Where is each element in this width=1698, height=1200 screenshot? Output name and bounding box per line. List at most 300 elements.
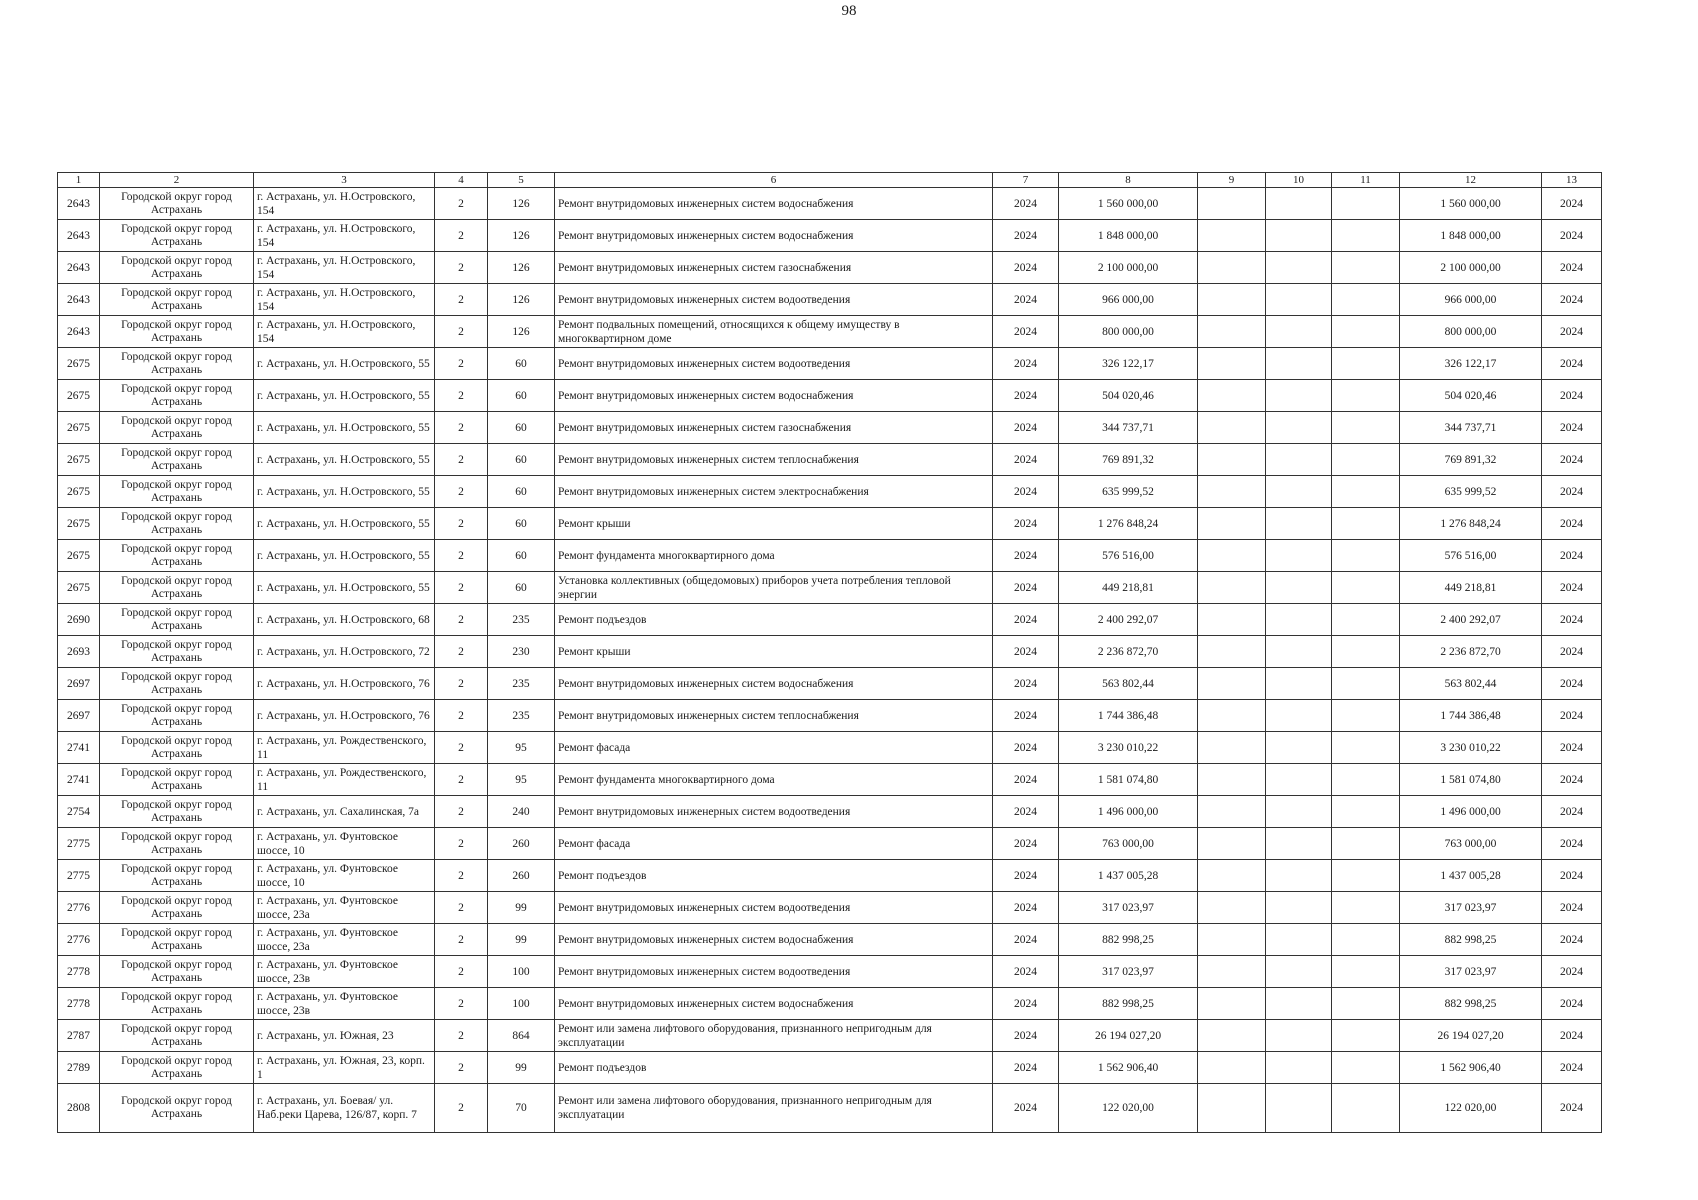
cell-year: 2024	[993, 572, 1059, 604]
cell-col11	[1332, 284, 1400, 316]
cell-row-id: 2675	[58, 444, 100, 476]
cell-total: 317 023,97	[1400, 892, 1542, 924]
cell-address: г. Астрахань, ул. Фунтовское шоссе, 23в	[254, 956, 435, 988]
cell-amount: 1 744 386,48	[1059, 700, 1198, 732]
cell-municipality: Городской округ город Астрахань	[100, 796, 254, 828]
cell-municipality: Городской округ город Астрахань	[100, 892, 254, 924]
cell-col5: 70	[488, 1084, 555, 1133]
cell-col9	[1198, 476, 1266, 508]
cell-work-type: Ремонт крыши	[555, 636, 993, 668]
cell-row-id: 2675	[58, 412, 100, 444]
cell-municipality: Городской округ город Астрахань	[100, 572, 254, 604]
cell-col5: 99	[488, 892, 555, 924]
column-header: 6	[555, 173, 993, 188]
cell-col11	[1332, 828, 1400, 860]
cell-col5: 235	[488, 700, 555, 732]
cell-work-type: Ремонт внутридомовых инженерных систем водоотведения	[555, 796, 993, 828]
table-row	[58, 700, 1602, 732]
cell-col10	[1266, 796, 1332, 828]
cell-end-year: 2024	[1542, 476, 1602, 508]
cell-col5: 60	[488, 572, 555, 604]
table-row	[58, 1052, 1602, 1084]
cell-total: 576 516,00	[1400, 540, 1542, 572]
column-header: 13	[1542, 173, 1602, 188]
cell-col10	[1266, 540, 1332, 572]
cell-address: г. Астрахань, ул. Н.Островского, 55	[254, 412, 435, 444]
table-row	[58, 380, 1602, 412]
cell-col4: 2	[435, 380, 488, 412]
table-row	[58, 668, 1602, 700]
cell-address: г. Астрахань, ул. Фунтовское шоссе, 10	[254, 828, 435, 860]
cell-year: 2024	[993, 476, 1059, 508]
cell-work-type: Ремонт внутридомовых инженерных систем газоснабжения	[555, 252, 993, 284]
cell-work-type: Ремонт внутридомовых инженерных систем газоснабжения	[555, 412, 993, 444]
cell-col10	[1266, 220, 1332, 252]
cell-row-id: 2741	[58, 732, 100, 764]
cell-row-id: 2675	[58, 476, 100, 508]
cell-col11	[1332, 316, 1400, 348]
cell-row-id: 2775	[58, 860, 100, 892]
cell-col11	[1332, 668, 1400, 700]
cell-row-id: 2697	[58, 700, 100, 732]
cell-col5: 60	[488, 380, 555, 412]
cell-year: 2024	[993, 1020, 1059, 1052]
cell-col11	[1332, 1052, 1400, 1084]
cell-work-type: Ремонт внутридомовых инженерных систем водоснабжения	[555, 380, 993, 412]
column-header: 10	[1266, 173, 1332, 188]
cell-address: г. Астрахань, ул. Н.Островского, 68	[254, 604, 435, 636]
cell-col11	[1332, 188, 1400, 220]
table-row	[58, 220, 1602, 252]
cell-row-id: 2675	[58, 508, 100, 540]
cell-row-id: 2675	[58, 572, 100, 604]
cell-total: 966 000,00	[1400, 284, 1542, 316]
cell-address: г. Астрахань, ул. Н.Островского, 55	[254, 572, 435, 604]
cell-amount: 800 000,00	[1059, 316, 1198, 348]
cell-amount: 122 020,00	[1059, 1084, 1198, 1133]
cell-col10	[1266, 700, 1332, 732]
cell-col5: 60	[488, 412, 555, 444]
cell-total: 3 230 010,22	[1400, 732, 1542, 764]
cell-col9	[1198, 796, 1266, 828]
table-row	[58, 924, 1602, 956]
cell-col9	[1198, 572, 1266, 604]
column-header: 3	[254, 173, 435, 188]
cell-total: 1 581 074,80	[1400, 764, 1542, 796]
cell-amount: 576 516,00	[1059, 540, 1198, 572]
table-row	[58, 796, 1602, 828]
cell-col5: 60	[488, 476, 555, 508]
cell-municipality: Городской округ город Астрахань	[100, 412, 254, 444]
cell-address: г. Астрахань, ул. Фунтовское шоссе, 23в	[254, 988, 435, 1020]
cell-col4: 2	[435, 252, 488, 284]
cell-work-type: Ремонт внутридомовых инженерных систем водоснабжения	[555, 188, 993, 220]
cell-col4: 2	[435, 796, 488, 828]
cell-col10	[1266, 988, 1332, 1020]
cell-row-id: 2787	[58, 1020, 100, 1052]
cell-col5: 126	[488, 188, 555, 220]
cell-address: г. Астрахань, ул. Н.Островского, 55	[254, 508, 435, 540]
cell-amount: 317 023,97	[1059, 892, 1198, 924]
cell-address: г. Астрахань, ул. Н.Островского, 154	[254, 220, 435, 252]
cell-amount: 2 100 000,00	[1059, 252, 1198, 284]
cell-col9	[1198, 828, 1266, 860]
cell-col5: 126	[488, 316, 555, 348]
cell-end-year: 2024	[1542, 188, 1602, 220]
page-number: 98	[841, 3, 857, 19]
column-header: 2	[100, 173, 254, 188]
cell-row-id: 2643	[58, 252, 100, 284]
cell-amount: 882 998,25	[1059, 988, 1198, 1020]
cell-work-type: Ремонт фундамента многоквартирного дома	[555, 540, 993, 572]
cell-end-year: 2024	[1542, 1052, 1602, 1084]
cell-total: 2 400 292,07	[1400, 604, 1542, 636]
cell-col4: 2	[435, 988, 488, 1020]
cell-col5: 100	[488, 988, 555, 1020]
cell-col10	[1266, 572, 1332, 604]
cell-work-type: Ремонт фасада	[555, 828, 993, 860]
capital-repair-table	[57, 172, 1602, 1133]
column-header: 12	[1400, 173, 1542, 188]
cell-municipality: Городской округ город Астрахань	[100, 860, 254, 892]
cell-col4: 2	[435, 348, 488, 380]
cell-amount: 3 230 010,22	[1059, 732, 1198, 764]
cell-col11	[1332, 412, 1400, 444]
cell-col5: 60	[488, 444, 555, 476]
cell-total: 1 437 005,28	[1400, 860, 1542, 892]
cell-col9	[1198, 252, 1266, 284]
cell-address: г. Астрахань, ул. Н.Островского, 76	[254, 668, 435, 700]
cell-col5: 235	[488, 668, 555, 700]
cell-row-id: 2754	[58, 796, 100, 828]
cell-municipality: Городской округ город Астрахань	[100, 540, 254, 572]
cell-col5: 240	[488, 796, 555, 828]
column-header: 11	[1332, 173, 1400, 188]
cell-col9	[1198, 444, 1266, 476]
cell-col9	[1198, 924, 1266, 956]
column-header: 4	[435, 173, 488, 188]
cell-address: г. Астрахань, ул. Н.Островского, 55	[254, 348, 435, 380]
cell-municipality: Городской округ город Астрахань	[100, 956, 254, 988]
cell-col9	[1198, 508, 1266, 540]
cell-address: г. Астрахань, ул. Рождественского, 11	[254, 732, 435, 764]
cell-col10	[1266, 604, 1332, 636]
cell-col11	[1332, 860, 1400, 892]
cell-col9	[1198, 220, 1266, 252]
cell-municipality: Городской округ город Астрахань	[100, 988, 254, 1020]
cell-col11	[1332, 956, 1400, 988]
cell-municipality: Городской округ город Астрахань	[100, 220, 254, 252]
cell-col4: 2	[435, 1052, 488, 1084]
cell-col9	[1198, 284, 1266, 316]
cell-end-year: 2024	[1542, 1020, 1602, 1052]
cell-col4: 2	[435, 284, 488, 316]
cell-amount: 882 998,25	[1059, 924, 1198, 956]
cell-col4: 2	[435, 700, 488, 732]
cell-col11	[1332, 1020, 1400, 1052]
cell-row-id: 2643	[58, 220, 100, 252]
table-row	[58, 636, 1602, 668]
cell-work-type: Ремонт крыши	[555, 508, 993, 540]
cell-amount: 763 000,00	[1059, 828, 1198, 860]
cell-amount: 2 236 872,70	[1059, 636, 1198, 668]
cell-year: 2024	[993, 412, 1059, 444]
cell-municipality: Городской округ город Астрахань	[100, 700, 254, 732]
cell-year: 2024	[993, 700, 1059, 732]
cell-col9	[1198, 1020, 1266, 1052]
cell-total: 504 020,46	[1400, 380, 1542, 412]
cell-end-year: 2024	[1542, 316, 1602, 348]
cell-amount: 504 020,46	[1059, 380, 1198, 412]
cell-work-type: Ремонт фасада	[555, 732, 993, 764]
cell-total: 635 999,52	[1400, 476, 1542, 508]
cell-col9	[1198, 540, 1266, 572]
cell-col5: 99	[488, 924, 555, 956]
cell-col9	[1198, 380, 1266, 412]
cell-col11	[1332, 796, 1400, 828]
cell-col5: 60	[488, 508, 555, 540]
cell-amount: 344 737,71	[1059, 412, 1198, 444]
cell-total: 1 562 906,40	[1400, 1052, 1542, 1084]
cell-amount: 635 999,52	[1059, 476, 1198, 508]
cell-col10	[1266, 828, 1332, 860]
table-row	[58, 764, 1602, 796]
cell-total: 326 122,17	[1400, 348, 1542, 380]
cell-col4: 2	[435, 1084, 488, 1133]
table-row	[58, 316, 1602, 348]
cell-col4: 2	[435, 732, 488, 764]
cell-end-year: 2024	[1542, 636, 1602, 668]
cell-total: 344 737,71	[1400, 412, 1542, 444]
table-row	[58, 604, 1602, 636]
cell-col10	[1266, 380, 1332, 412]
cell-row-id: 2697	[58, 668, 100, 700]
cell-municipality: Городской округ город Астрахань	[100, 316, 254, 348]
cell-total: 769 891,32	[1400, 444, 1542, 476]
cell-municipality: Городской округ город Астрахань	[100, 348, 254, 380]
table-row	[58, 252, 1602, 284]
cell-end-year: 2024	[1542, 828, 1602, 860]
cell-col9	[1198, 700, 1266, 732]
cell-municipality: Городской округ город Астрахань	[100, 508, 254, 540]
cell-col10	[1266, 636, 1332, 668]
cell-work-type: Ремонт или замена лифтового оборудования, признанного непригодным для эксплуатации	[555, 1084, 993, 1133]
table-row	[58, 188, 1602, 220]
cell-col10	[1266, 860, 1332, 892]
cell-work-type: Ремонт фундамента многоквартирного дома	[555, 764, 993, 796]
cell-col10	[1266, 316, 1332, 348]
cell-col5: 126	[488, 252, 555, 284]
cell-end-year: 2024	[1542, 540, 1602, 572]
cell-year: 2024	[993, 508, 1059, 540]
cell-end-year: 2024	[1542, 860, 1602, 892]
cell-col5: 126	[488, 220, 555, 252]
cell-end-year: 2024	[1542, 796, 1602, 828]
cell-col4: 2	[435, 604, 488, 636]
cell-amount: 769 891,32	[1059, 444, 1198, 476]
cell-municipality: Городской округ город Астрахань	[100, 604, 254, 636]
cell-row-id: 2775	[58, 828, 100, 860]
cell-end-year: 2024	[1542, 220, 1602, 252]
cell-col4: 2	[435, 828, 488, 860]
cell-col4: 2	[435, 540, 488, 572]
cell-municipality: Городской округ город Астрахань	[100, 636, 254, 668]
cell-address: г. Астрахань, ул. Н.Островского, 76	[254, 700, 435, 732]
table-row	[58, 284, 1602, 316]
cell-end-year: 2024	[1542, 1084, 1602, 1133]
table-row	[58, 348, 1602, 380]
cell-row-id: 2675	[58, 380, 100, 412]
cell-amount: 1 560 000,00	[1059, 188, 1198, 220]
cell-end-year: 2024	[1542, 348, 1602, 380]
cell-work-type: Ремонт внутридомовых инженерных систем теплоснабжения	[555, 700, 993, 732]
cell-year: 2024	[993, 860, 1059, 892]
cell-year: 2024	[993, 348, 1059, 380]
column-header: 8	[1059, 173, 1198, 188]
cell-col5: 100	[488, 956, 555, 988]
table-row	[58, 956, 1602, 988]
cell-year: 2024	[993, 924, 1059, 956]
table-body	[58, 173, 1602, 1133]
table-row	[58, 444, 1602, 476]
cell-col5: 99	[488, 1052, 555, 1084]
cell-col10	[1266, 892, 1332, 924]
cell-total: 317 023,97	[1400, 956, 1542, 988]
cell-col4: 2	[435, 668, 488, 700]
cell-total: 1 560 000,00	[1400, 188, 1542, 220]
cell-col5: 95	[488, 732, 555, 764]
cell-year: 2024	[993, 252, 1059, 284]
cell-col9	[1198, 636, 1266, 668]
cell-col4: 2	[435, 764, 488, 796]
cell-col11	[1332, 540, 1400, 572]
cell-row-id: 2789	[58, 1052, 100, 1084]
cell-amount: 1 848 000,00	[1059, 220, 1198, 252]
cell-col11	[1332, 764, 1400, 796]
cell-amount: 26 194 027,20	[1059, 1020, 1198, 1052]
cell-total: 882 998,25	[1400, 988, 1542, 1020]
table-row	[58, 508, 1602, 540]
table-row	[58, 828, 1602, 860]
cell-municipality: Городской округ город Астрахань	[100, 828, 254, 860]
cell-end-year: 2024	[1542, 700, 1602, 732]
cell-col9	[1198, 188, 1266, 220]
cell-row-id: 2778	[58, 956, 100, 988]
cell-amount: 326 122,17	[1059, 348, 1198, 380]
column-header: 9	[1198, 173, 1266, 188]
cell-amount: 966 000,00	[1059, 284, 1198, 316]
cell-col10	[1266, 1052, 1332, 1084]
cell-row-id: 2693	[58, 636, 100, 668]
cell-municipality: Городской округ город Астрахань	[100, 284, 254, 316]
cell-col9	[1198, 732, 1266, 764]
cell-col11	[1332, 636, 1400, 668]
cell-address: г. Астрахань, ул. Н.Островского, 154	[254, 316, 435, 348]
cell-total: 26 194 027,20	[1400, 1020, 1542, 1052]
cell-work-type: Ремонт подъездов	[555, 604, 993, 636]
cell-year: 2024	[993, 1052, 1059, 1084]
cell-address: г. Астрахань, ул. Рождественского, 11	[254, 764, 435, 796]
cell-address: г. Астрахань, ул. Н.Островского, 154	[254, 188, 435, 220]
table-row	[58, 892, 1602, 924]
cell-col9	[1198, 764, 1266, 796]
cell-col4: 2	[435, 924, 488, 956]
table-row	[58, 476, 1602, 508]
cell-work-type: Ремонт внутридомовых инженерных систем теплоснабжения	[555, 444, 993, 476]
cell-end-year: 2024	[1542, 732, 1602, 764]
cell-col10	[1266, 764, 1332, 796]
cell-municipality: Городской округ город Астрахань	[100, 1020, 254, 1052]
cell-end-year: 2024	[1542, 412, 1602, 444]
cell-col11	[1332, 1084, 1400, 1133]
cell-year: 2024	[993, 892, 1059, 924]
cell-address: г. Астрахань, ул. Южная, 23	[254, 1020, 435, 1052]
cell-amount: 1 496 000,00	[1059, 796, 1198, 828]
cell-work-type: Ремонт внутридомовых инженерных систем водоотведения	[555, 284, 993, 316]
cell-col5: 60	[488, 348, 555, 380]
cell-col4: 2	[435, 220, 488, 252]
cell-row-id: 2776	[58, 892, 100, 924]
cell-row-id: 2643	[58, 284, 100, 316]
cell-total: 2 236 872,70	[1400, 636, 1542, 668]
cell-col4: 2	[435, 508, 488, 540]
cell-address: г. Астрахань, ул. Н.Островского, 154	[254, 284, 435, 316]
cell-amount: 563 802,44	[1059, 668, 1198, 700]
cell-work-type: Ремонт подвальных помещений, относящихся к общему имуществу в многоквартирном доме	[555, 316, 993, 348]
cell-col10	[1266, 284, 1332, 316]
cell-municipality: Городской округ город Астрахань	[100, 476, 254, 508]
cell-col4: 2	[435, 412, 488, 444]
cell-work-type: Ремонт внутридомовых инженерных систем электроснабжения	[555, 476, 993, 508]
cell-col4: 2	[435, 892, 488, 924]
cell-year: 2024	[993, 380, 1059, 412]
cell-col9	[1198, 668, 1266, 700]
cell-col10	[1266, 412, 1332, 444]
cell-total: 449 218,81	[1400, 572, 1542, 604]
cell-col4: 2	[435, 860, 488, 892]
cell-work-type: Ремонт внутридомовых инженерных систем водоотведения	[555, 892, 993, 924]
cell-address: г. Астрахань, ул. Фунтовское шоссе, 10	[254, 860, 435, 892]
cell-total: 882 998,25	[1400, 924, 1542, 956]
column-header: 1	[58, 173, 100, 188]
cell-address: г. Астрахань, ул. Н.Островского, 55	[254, 444, 435, 476]
table-row	[58, 732, 1602, 764]
cell-col9	[1198, 412, 1266, 444]
cell-col9	[1198, 892, 1266, 924]
table-row	[58, 1020, 1602, 1052]
cell-end-year: 2024	[1542, 252, 1602, 284]
cell-end-year: 2024	[1542, 604, 1602, 636]
cell-col11	[1332, 988, 1400, 1020]
cell-col10	[1266, 1020, 1332, 1052]
column-header: 7	[993, 173, 1059, 188]
cell-work-type: Ремонт внутридомовых инженерных систем водоснабжения	[555, 220, 993, 252]
table-row	[58, 988, 1602, 1020]
cell-total: 122 020,00	[1400, 1084, 1542, 1133]
cell-amount: 2 400 292,07	[1059, 604, 1198, 636]
cell-col9	[1198, 860, 1266, 892]
table-row	[58, 540, 1602, 572]
cell-col11	[1332, 508, 1400, 540]
cell-col10	[1266, 508, 1332, 540]
cell-col10	[1266, 188, 1332, 220]
cell-amount: 1 276 848,24	[1059, 508, 1198, 540]
cell-col11	[1332, 572, 1400, 604]
cell-work-type: Ремонт внутридомовых инженерных систем водоснабжения	[555, 668, 993, 700]
cell-address: г. Астрахань, ул. Н.Островского, 55	[254, 380, 435, 412]
cell-address: г. Астрахань, ул. Боевая/ ул. Наб.реки Царева, 126/87, корп. 7	[254, 1084, 435, 1133]
cell-address: г. Астрахань, ул. Н.Островского, 154	[254, 252, 435, 284]
